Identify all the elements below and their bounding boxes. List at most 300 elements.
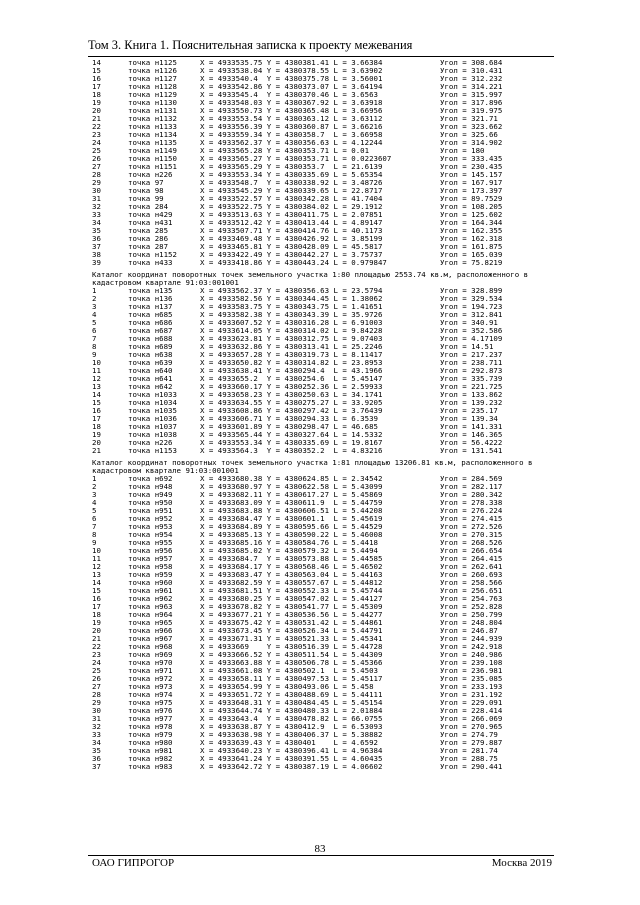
point-number: 38 — [92, 251, 101, 259]
point-angle: Угол = 258.566 — [440, 579, 503, 587]
point-number: 37 — [92, 763, 101, 771]
point-number: 13 — [92, 383, 101, 391]
point-number: 10 — [92, 547, 101, 555]
point-name: точка н973 — [128, 683, 173, 691]
point-name: точка н949 — [128, 491, 173, 499]
point-coordinates: X = 4933685.16 Y = 4380584.76 L = 5.4418 — [200, 539, 378, 547]
point-angle: Угол = 290.441 — [440, 763, 503, 771]
point-number: 35 — [92, 747, 101, 755]
point-number: 18 — [92, 423, 101, 431]
point-coordinates: X = 4933565.28 Y = 4380353.71 L = 0.01 — [200, 147, 370, 155]
point-coordinates: X = 4933683.88 Y = 4380606.51 L = 5.44208 — [200, 507, 383, 515]
coordinate-row — [92, 651, 552, 659]
point-name: точка н1151 — [128, 163, 177, 171]
coordinate-row — [92, 375, 552, 383]
point-name: точка н685 — [128, 311, 173, 319]
coordinate-row — [92, 683, 552, 691]
point-name: точка 284 — [128, 203, 169, 211]
point-number: 20 — [92, 107, 101, 115]
point-name: точка н692 — [128, 475, 173, 483]
coordinate-row — [92, 303, 552, 311]
point-coordinates: X = 4933607.52 Y = 4380316.28 L = 6.91003 — [200, 319, 383, 327]
coordinate-row — [92, 667, 552, 675]
point-number: 3 — [92, 491, 97, 499]
point-angle: Угол = 239.108 — [440, 659, 503, 667]
point-name: точка н1132 — [128, 115, 177, 123]
point-name: точка н1149 — [128, 147, 177, 155]
coordinate-row — [92, 59, 552, 67]
coordinate-row — [92, 523, 552, 531]
point-number: 25 — [92, 667, 101, 675]
coordinate-row — [92, 83, 552, 91]
point-name: точка н1038 — [128, 431, 177, 439]
point-name: точка н965 — [128, 619, 173, 627]
coordinate-row — [92, 415, 552, 423]
footer-rule — [88, 855, 554, 856]
point-number: 28 — [92, 691, 101, 699]
point-number: 32 — [92, 723, 101, 731]
point-coordinates: X = 4933684.47 Y = 4380601.1 L = 5.45619 — [200, 515, 383, 523]
point-angle: Угол = 333.435 — [440, 155, 503, 163]
point-angle: Угол = 228.414 — [440, 707, 503, 715]
coordinate-row — [92, 515, 552, 523]
point-coordinates: X = 4933565.44 Y = 4380327.64 L = 14.5332 — [200, 431, 383, 439]
point-angle: Угол = 317.896 — [440, 99, 503, 107]
point-number: 8 — [92, 343, 97, 351]
point-angle: Угол = 221.725 — [440, 383, 503, 391]
point-angle: Угол = 335.739 — [440, 375, 503, 383]
coordinate-row — [92, 675, 552, 683]
point-name: точка н431 — [128, 219, 173, 227]
point-name: точка н642 — [128, 383, 173, 391]
point-number: 18 — [92, 611, 101, 619]
coordinate-row — [92, 383, 552, 391]
point-coordinates: X = 4933422.49 Y = 4380442.27 L = 3.75737 — [200, 251, 383, 259]
point-number: 4 — [92, 311, 97, 319]
point-angle: Угол = 274.79 — [440, 731, 498, 739]
point-name: точка н1033 — [128, 391, 177, 399]
point-angle: Угол = 240.986 — [440, 651, 503, 659]
point-angle: Угол = 133.862 — [440, 391, 503, 399]
point-angle: Угол = 279.887 — [440, 739, 503, 747]
point-angle: Угол = 328.899 — [440, 287, 503, 295]
point-angle: Угол = 180 — [440, 147, 485, 155]
point-name: точка н981 — [128, 747, 173, 755]
point-name: точка н950 — [128, 499, 173, 507]
point-angle: Угол = 282.117 — [440, 483, 503, 491]
point-number: 9 — [92, 539, 97, 547]
point-number: 29 — [92, 179, 101, 187]
point-name: точка н983 — [128, 763, 173, 771]
point-name: точка н135 — [128, 287, 173, 295]
point-coordinates: X = 4933522.57 Y = 4380342.28 L = 41.7404 — [200, 195, 383, 203]
point-angle: Угол = 256.651 — [440, 587, 503, 595]
coordinate-row — [92, 587, 552, 595]
point-coordinates: X = 4933535.75 Y = 4380381.41 L = 3.66384 — [200, 59, 383, 67]
point-coordinates: X = 4933684.89 Y = 4380595.66 L = 5.44529 — [200, 523, 383, 531]
point-coordinates: X = 4933614.05 Y = 4380314.02 L = 9.84228 — [200, 327, 383, 335]
coordinate-row — [92, 643, 552, 651]
coordinate-row — [92, 139, 552, 147]
point-name: точка н1127 — [128, 75, 177, 83]
point-angle: Угол = 280.342 — [440, 491, 503, 499]
point-coordinates: X = 4933582.38 Y = 4380343.39 L = 35.9726 — [200, 311, 383, 319]
catalog-title: Каталог координат поворотных точек земельного участка 1:81 площадью 13206.81 кв.м, расположенного в кадастровом квартале 91:03:001001 — [92, 459, 533, 475]
coordinate-row — [92, 187, 552, 195]
point-coordinates: X = 4933553.54 Y = 4380363.12 L = 3.63112 — [200, 115, 383, 123]
point-coordinates: X = 4933545.4 Y = 4380370.46 L = 3.6563 — [200, 91, 378, 99]
coordinate-row — [92, 107, 552, 115]
point-angle: Угол = 235.085 — [440, 675, 503, 683]
point-angle: Угол = 145.157 — [440, 171, 503, 179]
point-number: 33 — [92, 731, 101, 739]
catalog-title: Каталог координат поворотных точек земельного участка 1:80 площадью 2553.74 кв.м, расположенного в кадастровом квартале 91:03:001001 — [92, 271, 529, 287]
point-angle: Угол = 238.711 — [440, 359, 503, 367]
coordinate-row — [92, 171, 552, 179]
coordinate-row — [92, 483, 552, 491]
point-name: точка н137 — [128, 303, 173, 311]
point-coordinates: X = 4933623.81 Y = 4380312.75 L = 9.07403 — [200, 335, 383, 343]
point-coordinates: X = 4933639.43 Y = 4380401 L = 4.6592 — [200, 739, 378, 747]
point-angle: Угол = 250.799 — [440, 611, 503, 619]
footer-organization: ОАО ГИПРОГОР — [92, 857, 175, 869]
point-name: точка н966 — [128, 627, 173, 635]
point-coordinates: X = 4933565.29 Y = 4380353.7 L = 21.6139 — [200, 163, 383, 171]
point-name: точка н968 — [128, 643, 173, 651]
point-angle: Угол = 288.75 — [440, 755, 498, 763]
point-number: 5 — [92, 507, 97, 515]
coordinate-row — [92, 327, 552, 335]
coordinate-row — [92, 747, 552, 755]
point-coordinates: X = 4933545.29 Y = 4380339.65 L = 22.8717 — [200, 187, 383, 195]
point-coordinates: X = 4933512.42 Y = 4380413.44 L = 4.89147 — [200, 219, 383, 227]
point-name: точка 287 — [128, 243, 169, 251]
point-coordinates: X = 4933681.51 Y = 4380552.33 L = 5.45744 — [200, 587, 383, 595]
point-number: 7 — [92, 335, 97, 343]
point-angle: Угол = 340.91 — [440, 319, 498, 327]
point-name: точка н226 — [128, 439, 173, 447]
point-angle: Угол = 260.693 — [440, 571, 503, 579]
point-number: 16 — [92, 407, 101, 415]
point-coordinates: X = 4933654.99 Y = 4380493.06 L = 5.458 — [200, 683, 374, 691]
point-coordinates: X = 4933666.52 Y = 4380511.54 L = 5.44309 — [200, 651, 383, 659]
point-number: 34 — [92, 219, 101, 227]
point-angle: Угол = 14.51 — [440, 343, 494, 351]
point-angle: Угол = 252.828 — [440, 603, 503, 611]
point-number: 27 — [92, 163, 101, 171]
point-angle: Угол = 162.318 — [440, 235, 503, 243]
point-coordinates: X = 4933553.34 Y = 4380335.69 L = 19.8167 — [200, 439, 383, 447]
coordinate-row — [92, 319, 552, 327]
point-number: 1 — [92, 475, 97, 483]
point-number: 15 — [92, 67, 101, 75]
point-name: точка н1126 — [128, 67, 177, 75]
point-name: точка н1150 — [128, 155, 177, 163]
coordinate-row — [92, 491, 552, 499]
point-name: точка н982 — [128, 755, 173, 763]
point-name: точка н964 — [128, 611, 173, 619]
point-name: точка н971 — [128, 667, 173, 675]
point-number: 31 — [92, 195, 101, 203]
coordinate-row — [92, 579, 552, 587]
point-angle: Угол = 321.71 — [440, 115, 498, 123]
coordinate-row — [92, 475, 552, 483]
footer-city-year: Москва 2019 — [491, 857, 552, 869]
point-angle: Угол = 270.315 — [440, 531, 503, 539]
point-number: 39 — [92, 259, 101, 267]
point-name: точка н961 — [128, 587, 173, 595]
point-coordinates: X = 4933651.72 Y = 4380488.69 L = 5.44111 — [200, 691, 383, 699]
point-number: 29 — [92, 699, 101, 707]
point-number: 26 — [92, 155, 101, 163]
point-number: 16 — [92, 595, 101, 603]
point-coordinates: X = 4933658.11 Y = 4380497.53 L = 5.45117 — [200, 675, 383, 683]
point-angle: Угол = 254.763 — [440, 595, 503, 603]
point-angle: Угол = 141.331 — [440, 423, 503, 431]
point-name: точка н963 — [128, 603, 173, 611]
point-angle: Угол = 125.602 — [440, 211, 503, 219]
point-coordinates: X = 4933660.17 Y = 4380252.36 L = 2.59933 — [200, 383, 383, 391]
point-name: точка н970 — [128, 659, 173, 667]
point-coordinates: X = 4933606.71 Y = 4380294.33 L = 6.3539 — [200, 415, 378, 423]
point-number: 19 — [92, 431, 101, 439]
point-coordinates: X = 4933671.31 Y = 4380521.33 L = 5.45341 — [200, 635, 383, 643]
point-coordinates: X = 4933682.59 Y = 4380557.67 L = 5.44812 — [200, 579, 383, 587]
coordinate-row — [92, 563, 552, 571]
point-name: точка н969 — [128, 651, 173, 659]
coordinate-row — [92, 123, 552, 131]
point-angle: Угол = 268.526 — [440, 539, 503, 547]
point-coordinates: X = 4933661.08 Y = 4380502.1 L = 5.4503 — [200, 667, 378, 675]
point-name: точка н1135 — [128, 139, 177, 147]
point-coordinates: X = 4933680.25 Y = 4380547.02 L = 5.44127 — [200, 595, 383, 603]
document-header: Том 3. Книга 1. Пояснительная записка к проекту межевания — [88, 38, 413, 52]
point-name: точка н978 — [128, 723, 173, 731]
point-number: 14 — [92, 579, 101, 587]
point-name: точка н639 — [128, 359, 173, 367]
coordinate-row — [92, 359, 552, 367]
point-number: 21 — [92, 115, 101, 123]
point-coordinates: X = 4933685.02 Y = 4380579.32 L = 5.4494 — [200, 547, 378, 555]
point-number: 19 — [92, 99, 101, 107]
point-coordinates: X = 4933542.86 Y = 4380373.07 L = 3.64194 — [200, 83, 383, 91]
point-angle: Угол = 173.397 — [440, 187, 503, 195]
point-coordinates: X = 4933657.28 Y = 4380319.73 L = 8.11417 — [200, 351, 383, 359]
point-name: точка н958 — [128, 563, 173, 571]
point-name: точка 286 — [128, 235, 169, 243]
point-angle: Угол = 167.917 — [440, 179, 503, 187]
coordinate-row — [92, 707, 552, 715]
coordinate-row — [92, 259, 552, 267]
point-coordinates: X = 4933644.74 Y = 4380480.33 L = 2.01884 — [200, 707, 383, 715]
point-angle: Угол = 264.415 — [440, 555, 503, 563]
coordinate-row — [92, 351, 552, 359]
point-number: 19 — [92, 619, 101, 627]
point-number: 23 — [92, 131, 101, 139]
point-coordinates: X = 4933658.23 Y = 4380250.63 L = 34.1741 — [200, 391, 383, 399]
point-angle: Угол = 242.918 — [440, 643, 503, 651]
point-coordinates: X = 4933678.82 Y = 4380541.77 L = 5.45309 — [200, 603, 383, 611]
point-coordinates: X = 4933683.47 Y = 4380563.04 L = 5.44163 — [200, 571, 383, 579]
coordinate-row — [92, 507, 552, 515]
point-number: 30 — [92, 187, 101, 195]
point-number: 20 — [92, 627, 101, 635]
point-coordinates: X = 4933648.31 Y = 4380484.45 L = 5.45154 — [200, 699, 383, 707]
point-coordinates: X = 4933583.75 Y = 4380343.75 L = 1.41651 — [200, 303, 383, 311]
coordinate-row — [92, 67, 552, 75]
point-coordinates: X = 4933601.89 Y = 4380298.47 L = 46.685 — [200, 423, 378, 431]
point-angle: Угол = 284.569 — [440, 475, 503, 483]
point-number: 17 — [92, 415, 101, 423]
point-number: 10 — [92, 359, 101, 367]
point-number: 14 — [92, 59, 101, 67]
point-name: точка н1153 — [128, 447, 177, 455]
point-number: 17 — [92, 603, 101, 611]
point-coordinates: X = 4933650.82 Y = 4380314.82 L = 23.8953 — [200, 359, 383, 367]
point-number: 36 — [92, 235, 101, 243]
coordinate-row — [92, 227, 552, 235]
point-name: точка н1129 — [128, 91, 177, 99]
point-angle: Угол = 266.654 — [440, 547, 503, 555]
coordinate-row — [92, 163, 552, 171]
point-angle: Угол = 270.965 — [440, 723, 503, 731]
point-name: точка н689 — [128, 343, 173, 351]
point-coordinates: X = 4933669 Y = 4380516.39 L = 5.44728 — [200, 643, 383, 651]
point-number: 32 — [92, 203, 101, 211]
point-name: точка н687 — [128, 327, 173, 335]
point-angle: Угол = 108.205 — [440, 203, 503, 211]
point-number: 33 — [92, 211, 101, 219]
point-name: точка н640 — [128, 367, 173, 375]
point-angle: Угол = 266.069 — [440, 715, 503, 723]
point-angle: Угол = 314.221 — [440, 83, 503, 91]
point-angle: Угол = 274.415 — [440, 515, 503, 523]
point-name: точка 98 — [128, 187, 164, 195]
coordinate-row — [92, 595, 552, 603]
point-coordinates: X = 4933553.34 Y = 4380335.69 L = 5.65354 — [200, 171, 383, 179]
coordinate-row — [92, 715, 552, 723]
point-name: точка н1152 — [128, 251, 177, 259]
coordinate-row — [92, 627, 552, 635]
point-number: 18 — [92, 91, 101, 99]
point-angle: Угол = 325.66 — [440, 131, 498, 139]
coordinate-row — [92, 147, 552, 155]
coordinate-row — [92, 115, 552, 123]
point-coordinates: X = 4933642.72 Y = 4380387.19 L = 4.06602 — [200, 763, 383, 771]
point-angle: Угол = 131.541 — [440, 447, 503, 455]
coordinate-row — [92, 431, 552, 439]
point-coordinates: X = 4933680.38 Y = 4380624.85 L = 2.34542 — [200, 475, 383, 483]
point-number: 27 — [92, 683, 101, 691]
point-number: 12 — [92, 563, 101, 571]
coordinate-row — [92, 295, 552, 303]
point-name: точка н974 — [128, 691, 173, 699]
point-number: 37 — [92, 243, 101, 251]
point-angle: Угол = 4.17109 — [440, 335, 503, 343]
point-coordinates: X = 4933418.86 Y = 4380443.24 L = 0.979847 — [200, 259, 387, 267]
coordinate-row — [92, 75, 552, 83]
point-number: 16 — [92, 75, 101, 83]
point-number: 12 — [92, 375, 101, 383]
coordinate-row — [92, 311, 552, 319]
coordinate-row — [92, 179, 552, 187]
page-number: 83 — [314, 843, 326, 855]
point-number: 11 — [92, 367, 101, 375]
point-angle: Угол = 236.981 — [440, 667, 503, 675]
point-angle: Угол = 217.237 — [440, 351, 503, 359]
coordinate-row — [92, 211, 552, 219]
coordinate-row — [92, 423, 552, 431]
point-name: точка н1131 — [128, 107, 177, 115]
point-name: точка н952 — [128, 515, 173, 523]
point-name: точка н955 — [128, 539, 173, 547]
point-angle: Угол = 312.232 — [440, 75, 503, 83]
coordinate-row — [92, 343, 552, 351]
point-coordinates: X = 4933565.27 Y = 4380353.71 L = 0.0223607 — [200, 155, 392, 163]
point-number: 3 — [92, 303, 97, 311]
point-coordinates: X = 4933507.71 Y = 4380414.76 L = 40.1173 — [200, 227, 383, 235]
coordinate-row — [92, 219, 552, 227]
point-number: 15 — [92, 399, 101, 407]
point-name: точка н962 — [128, 595, 173, 603]
point-angle: Угол = 278.338 — [440, 499, 503, 507]
point-name: точка н967 — [128, 635, 173, 643]
coordinate-row — [92, 755, 552, 763]
point-coordinates: X = 4933641.24 Y = 4380391.55 L = 4.60435 — [200, 755, 383, 763]
coordinate-row — [92, 439, 552, 447]
point-angle: Угол = 246.87 — [440, 627, 498, 635]
point-name: точка н226 — [128, 171, 173, 179]
point-coordinates: X = 4933465.81 Y = 4380428.09 L = 45.5817 — [200, 243, 383, 251]
point-angle: Угол = 230.435 — [440, 163, 503, 171]
point-coordinates: X = 4933683.09 Y = 4380611.9 L = 5.44759 — [200, 499, 383, 507]
point-name: точка н977 — [128, 715, 173, 723]
point-number: 4 — [92, 499, 97, 507]
point-number: 14 — [92, 391, 101, 399]
point-number: 13 — [92, 571, 101, 579]
point-coordinates: X = 4933634.55 Y = 4380275.27 L = 33.9205 — [200, 399, 383, 407]
point-coordinates: X = 4933564.3 Y = 4380352.2 L = 4.83216 — [200, 447, 383, 455]
point-number: 25 — [92, 147, 101, 155]
point-angle: Угол = 248.804 — [440, 619, 503, 627]
point-name: точка н951 — [128, 507, 173, 515]
point-name: точка н638 — [128, 351, 173, 359]
point-coordinates: X = 4933608.86 Y = 4380297.42 L = 3.76439 — [200, 407, 383, 415]
coordinate-row — [92, 691, 552, 699]
point-angle: Угол = 315.997 — [440, 91, 503, 99]
point-number: 28 — [92, 171, 101, 179]
point-number: 8 — [92, 531, 97, 539]
point-number: 17 — [92, 83, 101, 91]
coordinate-row — [92, 91, 552, 99]
point-number: 2 — [92, 483, 97, 491]
point-coordinates: X = 4933632.86 Y = 4380313.41 L = 25.2246 — [200, 343, 383, 351]
point-number: 24 — [92, 139, 101, 147]
coordinate-row — [92, 203, 552, 211]
coordinate-row — [92, 399, 552, 407]
point-number: 2 — [92, 295, 97, 303]
point-number: 1 — [92, 287, 97, 295]
point-coordinates: X = 4933562.37 Y = 4380356.63 L = 4.12244 — [200, 139, 383, 147]
point-number: 9 — [92, 351, 97, 359]
coordinate-row — [92, 723, 552, 731]
point-number: 26 — [92, 675, 101, 683]
coordinate-row — [92, 155, 552, 163]
point-coordinates: X = 4933675.42 Y = 4380531.42 L = 5.44861 — [200, 619, 383, 627]
point-angle: Угол = 165.039 — [440, 251, 503, 259]
point-name: точка н980 — [128, 739, 173, 747]
point-name: точка н954 — [128, 531, 173, 539]
